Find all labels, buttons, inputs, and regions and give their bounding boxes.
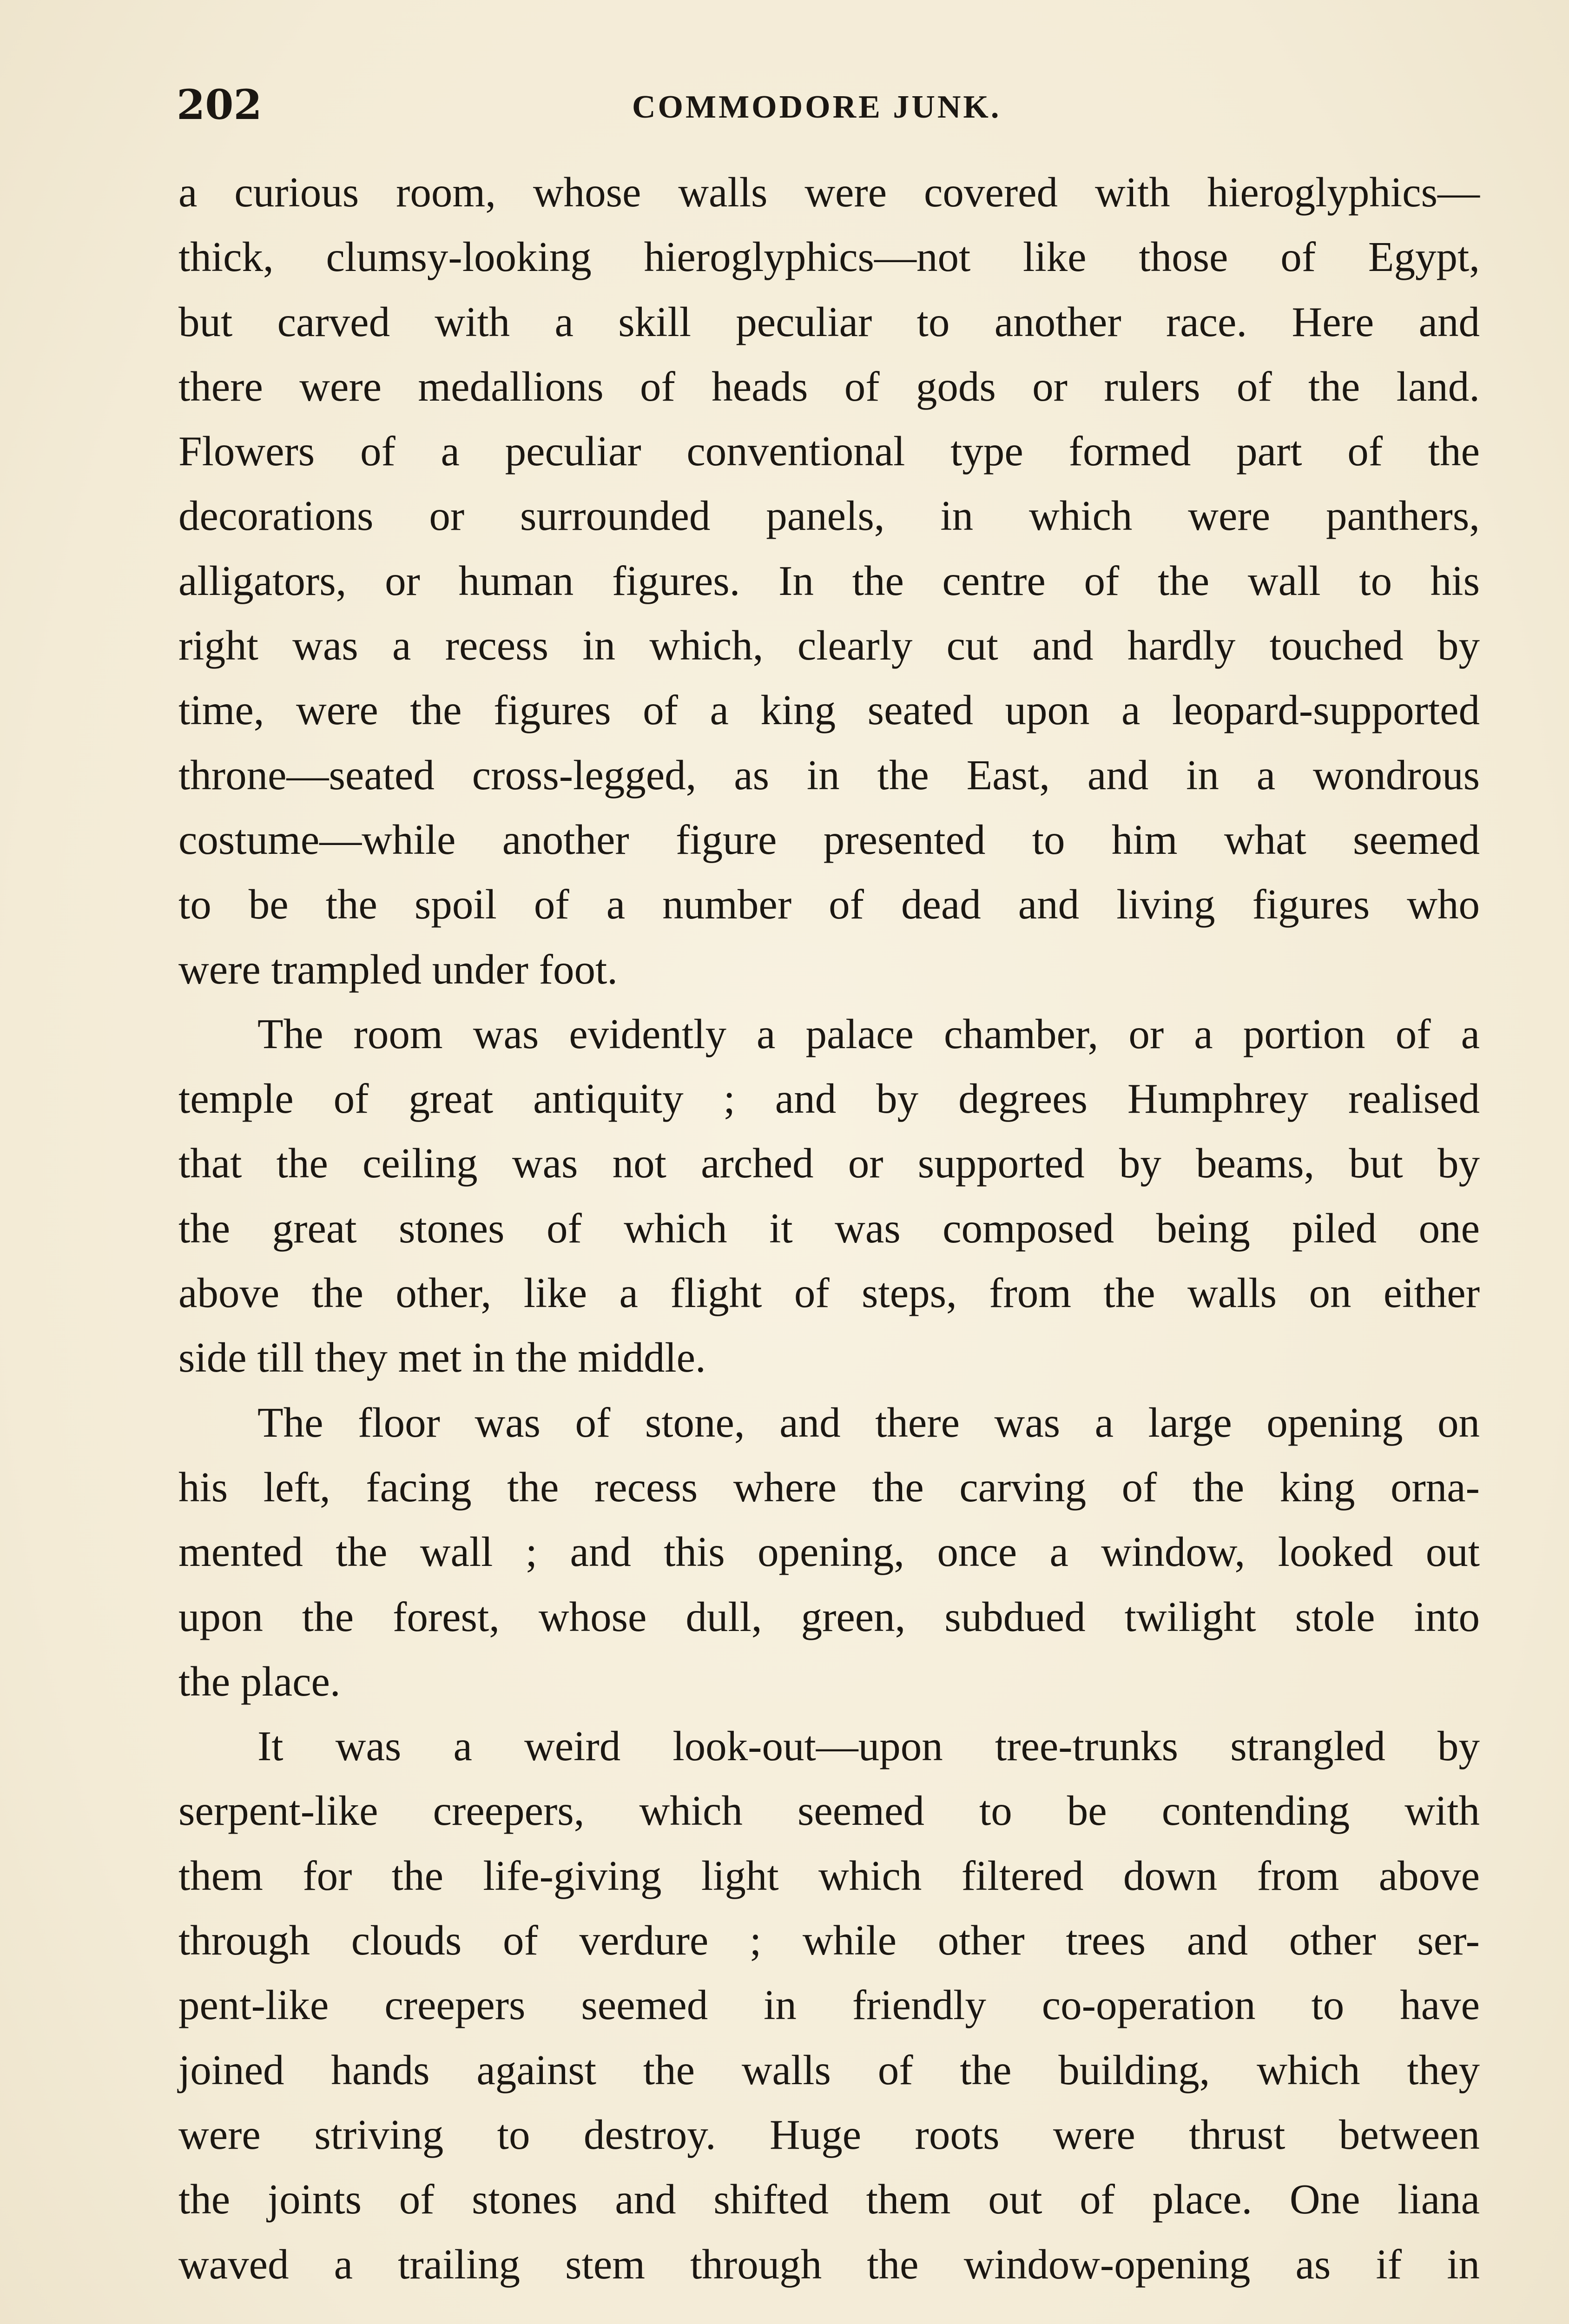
paragraph xyxy=(178,1390,1480,1714)
text-line: thick, clumsy-looking hieroglyphics—not like those of Egypt, xyxy=(178,233,1480,281)
text-line: above the other, like a flight of steps, from the walls on either xyxy=(178,1269,1480,1317)
text-line: them for the life-giving light which filtered down from above xyxy=(178,1852,1480,1899)
text-line: decorations or surrounded panels, in which were panthers, xyxy=(178,492,1480,540)
text-line: were trampled under foot. xyxy=(178,945,618,993)
text-line: the joints of stones and shifted them out of place. One liana xyxy=(178,2176,1480,2223)
page-number: 202 xyxy=(177,80,262,129)
page-header xyxy=(177,77,1483,132)
text-line: The room was evidently a palace chamber, or a portion of a xyxy=(257,1010,1480,1057)
text-line: upon the forest, whose dull, green, subdued twilight stole into xyxy=(178,1593,1480,1640)
text-line: through clouds of verdure ; while other trees and other ser- xyxy=(178,1917,1480,1964)
running-head: COMMODORE JUNK. xyxy=(632,89,1002,125)
text-line: The floor was of stone, and there was a large opening on xyxy=(257,1399,1480,1446)
text-line: throne—seated cross-legged, as in the East, and in a wondrous xyxy=(178,751,1480,799)
text-line: the place. xyxy=(178,1657,341,1705)
text-line: that the ceiling was not arched or supported by beams, but by xyxy=(178,1140,1480,1187)
text-line: time, were the figures of a king seated upon a leopard-supported xyxy=(178,687,1480,734)
text-line: serpent-like creepers, which seemed to be contending with xyxy=(178,1787,1480,1835)
paragraph xyxy=(178,1002,1480,1390)
paragraph xyxy=(178,1714,1480,2297)
text-line: pent-like creepers seemed in friendly co-operation to have xyxy=(178,1981,1480,2029)
text-line: his left, facing the recess where the carving of the king orna- xyxy=(178,1463,1480,1511)
text-line: but carved with a skill peculiar to another race. Here and xyxy=(178,298,1480,345)
text-line: temple of great antiquity ; and by degrees Humphrey realised xyxy=(178,1075,1480,1122)
text-line: joined hands against the walls of the building, which they xyxy=(178,2046,1480,2093)
text-line: It was a weird look-out—upon tree-trunks strangled by xyxy=(257,1723,1480,1770)
text-line: waved a trailing stem through the window-opening as if in xyxy=(178,2240,1480,2288)
text-line: Flowers of a peculiar conventional type formed part of the xyxy=(178,428,1480,475)
body-text xyxy=(178,160,1480,2297)
text-line: right was a recess in which, clearly cut and hardly touched by xyxy=(178,622,1480,669)
text-line: costume—while another figure presented to him what seemed xyxy=(178,816,1480,863)
text-line: there were medallions of heads of gods or rulers of the land. xyxy=(178,363,1480,410)
text-line: mented the wall ; and this opening, once a window, looked out xyxy=(178,1528,1480,1576)
text-line: a curious room, whose walls were covered with hieroglyphics— xyxy=(178,169,1480,216)
text-line: alligators, or human figures. In the centre of the wall to his xyxy=(178,557,1480,604)
text-line: side till they met in the middle. xyxy=(178,1334,706,1381)
paragraph xyxy=(178,160,1480,1002)
text-line: the great stones of which it was composed being piled one xyxy=(178,1204,1480,1252)
text-line: to be the spoil of a number of dead and living figures who xyxy=(178,881,1480,928)
text-line: were striving to destroy. Huge roots were thrust between xyxy=(178,2111,1480,2158)
